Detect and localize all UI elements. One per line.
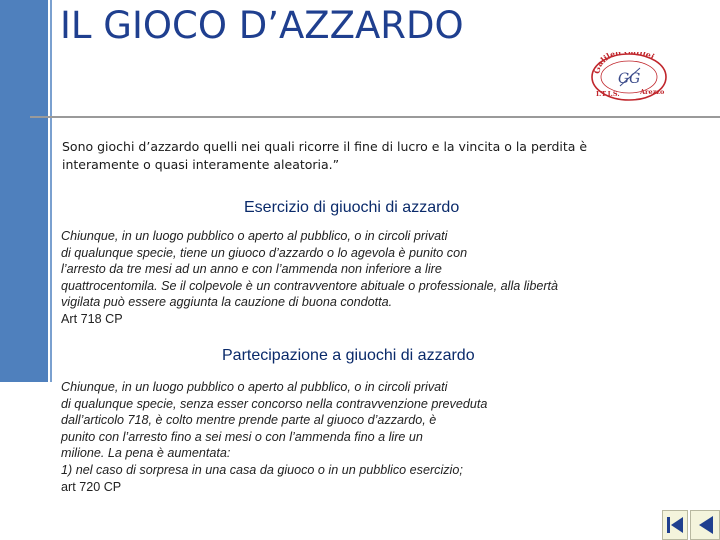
- section1-line: l’arresto da tre mesi ad un anno e con l’ammenda non inferiore a lire: [61, 262, 442, 277]
- intro-text: [62, 138, 662, 174]
- title-divider: [30, 116, 720, 118]
- logo-monogram: GG: [618, 71, 641, 87]
- section1-line: Chiunque, in un luogo pubblico o aperto al pubblico, o in circoli privati: [61, 229, 448, 243]
- section2-ref: art 720 CP: [61, 479, 122, 494]
- section2-line: milione. La pena è aumentata:: [61, 446, 231, 461]
- intro-line-2: interamente o quasi interamente aleatoria.”: [62, 157, 340, 172]
- section1-ref: Art 718 CP: [61, 311, 123, 326]
- sidebar-bar: [0, 0, 48, 382]
- section2-line: di qualunque specie, senza esser concorso nella contravvenzione preveduta: [61, 396, 488, 411]
- section2-body: [61, 379, 487, 495]
- sidebar-accent-line: [50, 0, 52, 382]
- intro-line-1: Sono giochi d’azzardo quelli nei quali ricorre il fine di lucro e la vincita o la perdita è: [62, 139, 588, 154]
- logo-text-top: Galileo ilei: [591, 52, 657, 75]
- section1-line: quattrocentomila. Se il colpevole è un contravventore abituale o professionale, alla libertà: [61, 278, 559, 293]
- section1-line: di qualunque specie, tiene un giuoco d’azzardo o lo agevola è punito con: [61, 245, 468, 260]
- section2-line: punito con l’arresto fino a sei mesi o con l’ammenda fino a lire un: [61, 429, 423, 444]
- section1-heading: Esercizio di giuochi di azzardo: [244, 199, 460, 216]
- section2-line: dall’articolo 718, è colto mentre prende parte al giuoco d’azzardo, è: [61, 413, 437, 428]
- school-logo: [590, 52, 668, 102]
- section2-line: Chiunque, in un luogo pubblico o aperto al pubblico, o in circoli privati: [61, 380, 448, 394]
- section1-line: vigilata può essere aggiunta la cauzione di buona condotta.: [61, 295, 393, 310]
- previous-slide-button[interactable]: [690, 510, 720, 540]
- first-slide-button[interactable]: [662, 510, 688, 540]
- previous-icon: [691, 511, 719, 539]
- section1-body: [61, 228, 558, 328]
- slide-title: IL GIOCO D’AZZARDO: [60, 4, 464, 47]
- section2-line: 1) nel caso di sorpresa in una casa da giuoco o in un pubblico esercizio;: [61, 462, 463, 477]
- logo-text-left: I.T.I.S.: [596, 90, 620, 98]
- logo-text-right: Arezzo: [640, 88, 665, 96]
- skip-to-first-icon: [663, 511, 687, 539]
- section2-heading: Partecipazione a giuochi di azzardo: [222, 347, 475, 364]
